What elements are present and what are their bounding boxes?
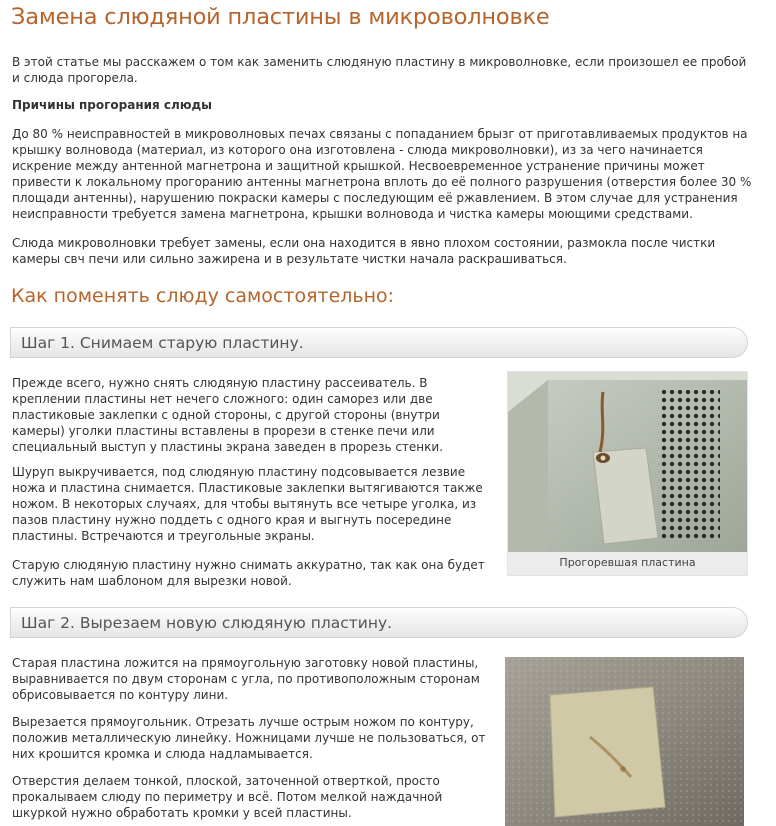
step1-header (10, 327, 748, 358)
new-plate-photo (505, 657, 744, 826)
step2-paragraph-1: Старая пластина ложится на прямоугольную заготовку новой пластины, выравнивается по двум сторонам с угла, по противоположным сторонам обрисовывается по контуру лини. (12, 656, 480, 702)
step1-paragraph-3: Старую слюдяную пластину нужно снимать аккуратно, так как она будет служить нам шаблоном для вырезки новой. (12, 558, 485, 588)
burnt-plate-photo (508, 372, 747, 552)
causes-paragraph-2: Слюда микроволновки требует замены, если она находится в явно плохом состоянии, размокла после чистки камеры свч печи или сильно зажирена и в результате чистки начала раскрашиваться. (12, 236, 716, 266)
burnt-plate-caption: Прогоревшая пластина (559, 556, 696, 569)
new-plate-figure (505, 657, 744, 826)
step1-paragraph-1: Прежде всего, нужно снять слюдяную пластину рассеиватель. В креплении пластины нет нечего сложного: один саморез или две пластиковые заклепки с одной стороны, с другой стороны (внутри камеры) уголки пластины вставлены в прорези в стенке печи или специальный выступ у пластины экрана заведен в прорезь стенки. (12, 376, 444, 454)
step2-header (10, 607, 748, 638)
step2-paragraph-2: Вырезается прямоугольник. Отрезать лучше острым ножом по контуру, положив металлическую линейку. Ножницами лучше не пользоваться, от них крошится кромка и слюда надламывается. (12, 715, 486, 761)
burnt-plate-figure (507, 371, 748, 576)
page-title: Замена слюдяной пластины в микроволновке (11, 4, 550, 30)
howto-heading: Как поменять слюду самостоятельно: (11, 285, 395, 307)
step2-title: Шаг 2. Вырезаем новую слюдяную пластину. (21, 614, 393, 632)
causes-paragraph-1: До 80 % неисправностей в микроволновых печах связаны с попаданием брызг от приготавливаемых продуктов на крышку волновода (материал, из которого она изготовлена - слюда микроволновки), из за чего начинается искрение между антенной магнетрона и защитной крышкой. Несвоевременное устранение причины может привести к локальному прогоранию антенны магнетрона вплоть до её полного разрушения (отверстия более 30 % площади антенны), нарушению покраски камеры с последующим её ржавлением. В этом случае для устранения неисправности требуется замена магнетрона, крышки волновода и чистка камеры моющими средствами. (12, 127, 752, 221)
causes-heading: Причины прогорания слюды (12, 98, 213, 112)
intro-paragraph: В этой статье мы расскажем о том как заменить слюдяную пластину в микроволновке, если произошел ее пробой и слюда прогорела. (12, 55, 747, 85)
step1-title: Шаг 1. Снимаем старую пластину. (21, 334, 304, 352)
step2-paragraph-3: Отверстия делаем тонкой, плоской, заточенной отверткой, просто прокалываем слюду по периметру и всё. Потом мелкой наждачной шкуркой нужно обработать кромки у всей пластины. (12, 774, 443, 820)
step1-paragraph-2: Шуруп выкручивается, под слюдяную пластину подсовывается лезвие ножа и пластина снимается. Пластиковые заклепки вытягиваются также ножом. В некоторых случаях, для чтобы вытянуть все четыре уголка, из пазов пластину нужно поддеть с одного края и выгнуть посередине пластины. Встречаются и треугольные экраны. (12, 465, 483, 543)
